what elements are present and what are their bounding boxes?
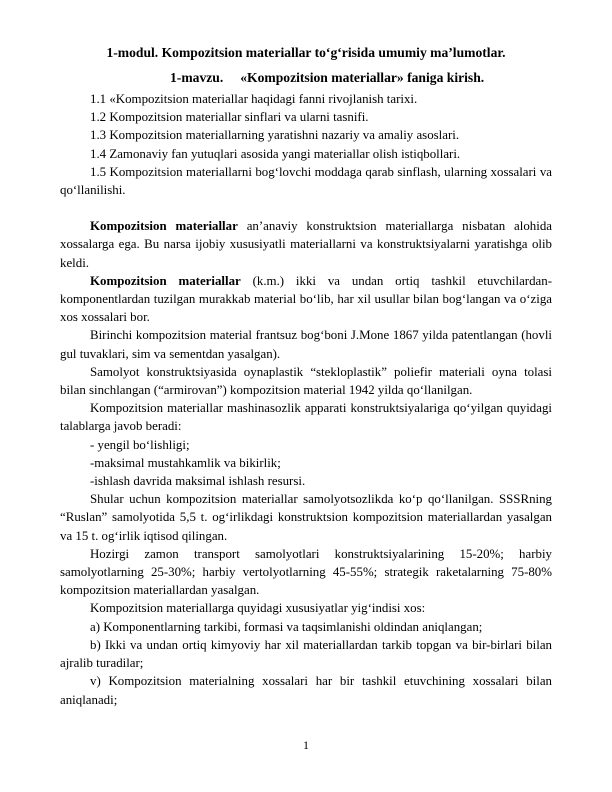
- paragraph: Samolyot konstruktsiyasida oynaplastik “stekloplastik” poliefir materiali oyna tolasi bilan sinchlangan (“armirovan”) kompozitsion material 1942 yilda qo‘llanilgan.: [60, 364, 552, 398]
- outline-item: 1.1 «Kompozitsion materiallar haqidagi fanni rivojlanish tarixi.: [90, 92, 418, 106]
- property-item: b) Ikki va undan ortiq kimyoviy har xil materiallardan tarkib topgan va bir-birlari bilan ajralib turadilar;: [60, 637, 552, 671]
- paragraph: [60, 217, 552, 272]
- outline-item: 1.3 Kompozitsion materiallarning yaratishni nazariy va amaliy asoslari.: [90, 128, 460, 143]
- outline-item: 1.4 Zamonaviy fan yutuqlari asosida yangi materiallar olish istiqbollari.: [90, 146, 461, 161]
- paragraph: [60, 272, 552, 327]
- topic-title: «Kompozitsion materiallar» faniga kirish.: [240, 70, 485, 85]
- topic-heading: [170, 69, 484, 87]
- property-item: v) Kompozitsion materialning xossalari har bir tashkil etuvchining xossalari bilan aniqlanadi;: [60, 674, 552, 707]
- paragraph-text: an’anaviy konstruktsion materiallarga nisbatan alohida xossalarga ega. Bu narsa ijobiy xususiyatli materiallarni va konstruktsiyalarni yaratishga olib keldi.: [60, 219, 552, 270]
- paragraph-text: (k.m.) ikki va undan ortiq tashkil etuvchilardan-komponentlardan tuzilgan murakkab material bo‘lib, har xil usullar bilan bog‘langan va o‘ziga xos xossalari bor.: [60, 273, 552, 325]
- module-title: 1-modul. Kompozitsion materiallar to‘g‘risida umumiy ma’lumotlar.: [106, 45, 506, 60]
- topic-label: 1-mavzu.: [170, 70, 224, 85]
- requirement-item: -ishlash davrida maksimal ishlash resursi.: [90, 474, 306, 489]
- paragraph: Hozirgi zamon transport samolyotlari konstruktsiyalarining 15-20%; harbiy samolyotlarning 25-30%; harbiy vertolyotlarning 45-55%; strategik raketalarning 75-80% kompozitsion materiallardan yasalgan.: [60, 546, 552, 598]
- paragraph: Kompozitsion materiallarga quyidagi xususiyatlar yig‘indisi xos:: [90, 601, 426, 616]
- document-body: [60, 90, 552, 709]
- outline-item: 1.5 Kompozitsion materiallarni bog‘lovchi moddaga qarab sinflash, ularning xossalari va qo‘llanilishi.: [60, 164, 552, 198]
- requirement-item: -maksimal mustahkamlik va bikirlik;: [90, 455, 281, 470]
- property-item: a) Komponentlarning tarkibi, formasi va taqsimlanishi oldindan aniqlangan;: [90, 619, 483, 634]
- term-bold: Kompozitsion materiallar: [90, 273, 241, 288]
- paragraph: Kompozitsion materiallar mashinasozlik apparati konstruktsiyalariga qo‘yilgan quyidagi talablarga javob beradi:: [60, 401, 552, 434]
- requirement-item: - yengil bo‘lishligi;: [90, 437, 190, 452]
- term-bold: Kompozitsion materiallar: [90, 219, 238, 234]
- paragraph: Shular uchun kompozitsion materiallar samolyotsozlikda ko‘p qo‘llanilgan. SSSRning “Ruslan” samolyotida 5,5 t. og‘irlikdagi konstruktsion kompozitsion materiallardan yasalgan va 15 t. og‘irlik iqtisod qilingan.: [60, 492, 552, 543]
- paragraph: Birinchi kompozitsion material frantsuz bog‘boni J.Mone 1867 yilda patentlangan (hovli gul tuvaklari, sim va sementdan yasalgan).: [60, 328, 552, 361]
- outline-item: 1.2 Kompozitsion materiallar sinflari va ularni tasnifi.: [90, 110, 369, 125]
- page-number: 1: [303, 738, 309, 752]
